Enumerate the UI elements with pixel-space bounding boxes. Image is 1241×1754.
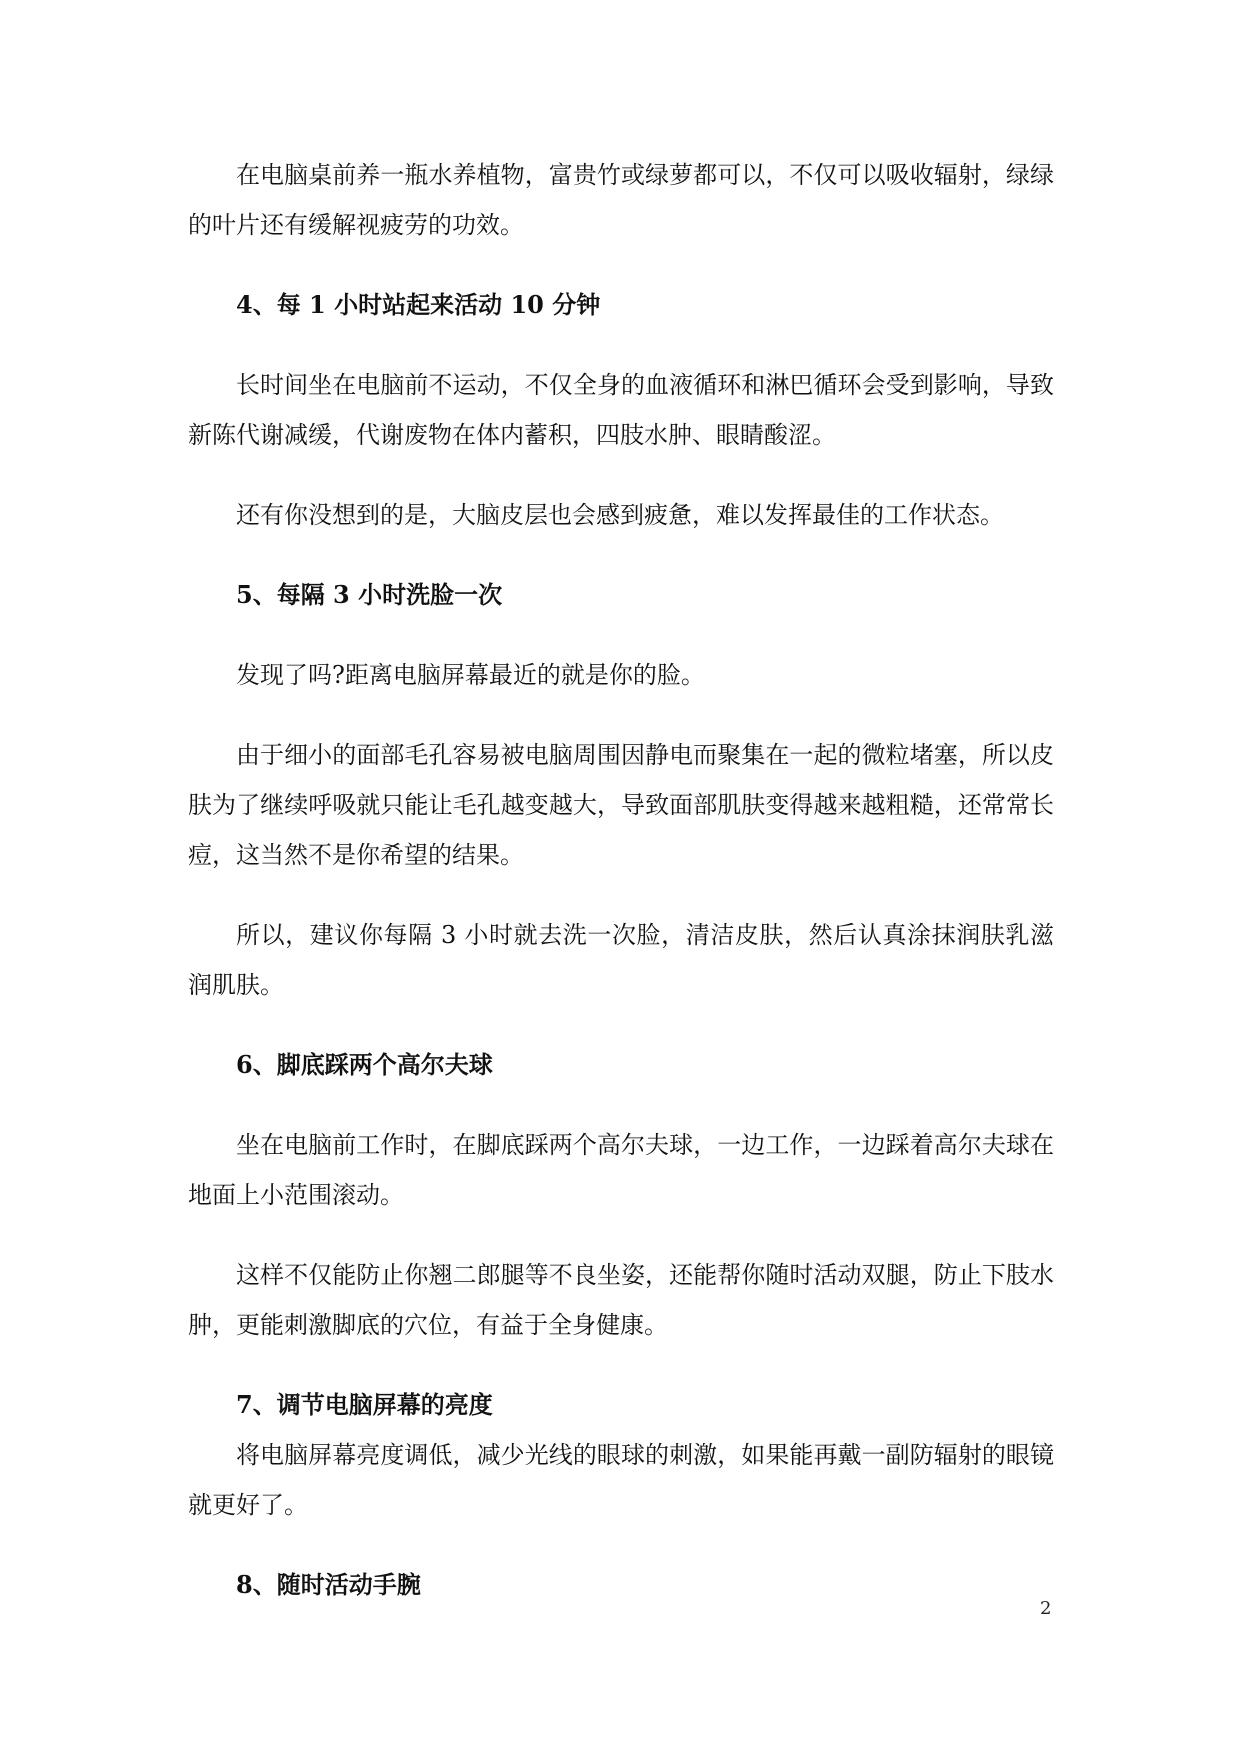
para-long-sitting: 长时间坐在电脑前不运动，不仅全身的血液循环和淋巴循环会受到影响，导致新陈代谢减缓，代谢废物在体内蓄积，四肢水肿、眼睛酸涩。 (188, 371, 1054, 449)
para-golf-balls: 坐在电脑前工作时，在脚底踩两个高尔夫球，一边工作，一边踩着高尔夫球在地面上小范围滚动。 (188, 1131, 1054, 1209)
para-face-closest: 发现了吗?距离电脑屏幕最近的就是你的脸。 (236, 661, 705, 689)
para-wash-face: 所以，建议你每隔 3 小时就去洗一次脸，清洁皮肤，然后认真涂抹润肤乳滋润肌肤。 (188, 921, 1054, 999)
heading-4: 4、每 1 小时站起来活动 10 分钟 (236, 290, 601, 319)
page-number: 2 (1040, 1598, 1052, 1619)
document-body (188, 150, 1054, 1640)
para-brightness: 将电脑屏幕亮度调低，减少光线的眼球的刺激，如果能再戴一副防辐射的眼镜就更好了。 (188, 1441, 1054, 1519)
heading-6: 6、脚底踩两个高尔夫球 (236, 1050, 493, 1079)
para-pores: 由于细小的面部毛孔容易被电脑周围因静电而聚集在一起的微粒堵塞，所以皮肤为了继续呼吸就只能让毛孔越变越大，导致面部肌肤变得越来越粗糙，还常常长痘，这当然不是你希望的结果。 (188, 741, 1054, 869)
para-cortex-fatigue: 还有你没想到的是，大脑皮层也会感到疲惫，难以发挥最佳的工作状态。 (236, 501, 1004, 529)
heading-7: 7、调节电脑屏幕的亮度 (236, 1390, 493, 1419)
para-golf-benefits: 这样不仅能防止你翘二郎腿等不良坐姿，还能帮你随时活动双腿，防止下肢水肿，更能刺激脚底的穴位，有益于全身健康。 (188, 1261, 1054, 1339)
heading-8: 8、随时活动手腕 (236, 1570, 421, 1599)
heading-5: 5、每隔 3 小时洗脸一次 (236, 580, 503, 609)
para-water-plant: 在电脑桌前养一瓶水养植物，富贵竹或绿萝都可以，不仅可以吸收辐射，绿绿的叶片还有缓解视疲劳的功效。 (188, 161, 1054, 239)
